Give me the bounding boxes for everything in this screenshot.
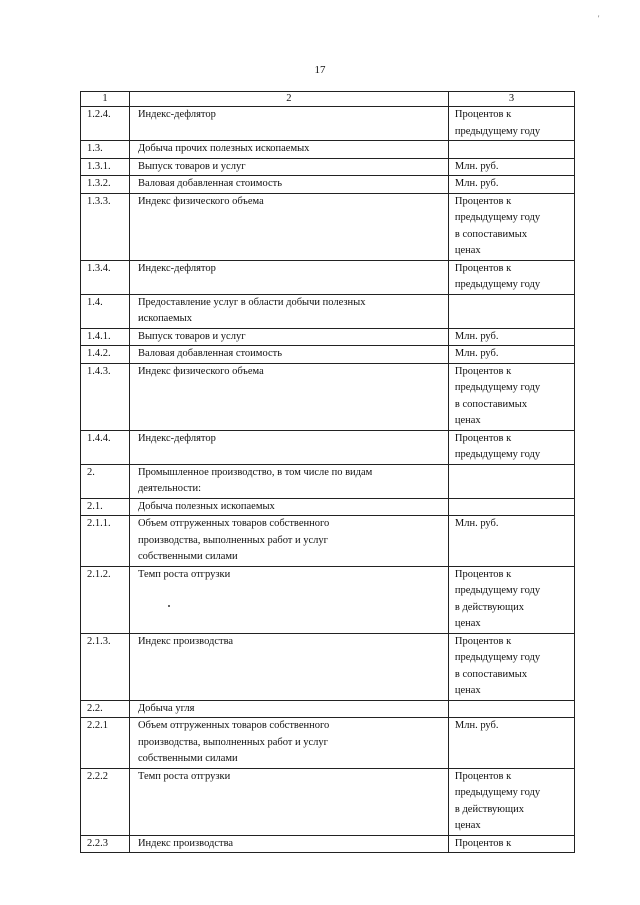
row-unit: Млн. руб.	[448, 328, 574, 346]
row-indicator-name: Добыча угля	[129, 700, 448, 718]
table-row	[81, 566, 575, 633]
row-indicator-name: Темп роста отгрузки	[129, 566, 448, 633]
row-number: 1.3.	[81, 141, 130, 159]
header-col-1: 1	[81, 92, 130, 107]
row-number: 2.	[81, 464, 130, 498]
row-unit	[448, 141, 574, 159]
row-number: 1.3.3.	[81, 193, 130, 260]
row-number: 2.1.3.	[81, 633, 130, 700]
table-row	[81, 430, 575, 464]
row-number: 1.3.4.	[81, 260, 130, 294]
row-number: 1.4.3.	[81, 363, 130, 430]
row-unit: Млн. руб.	[448, 158, 574, 176]
row-indicator-name: Индекс-дефлятор	[129, 430, 448, 464]
header-col-3: 3	[448, 92, 574, 107]
table-row	[81, 294, 575, 328]
row-unit: Процентов к предыдущему году в действующих ценах	[448, 768, 574, 835]
row-indicator-name: Выпуск товаров и услуг	[129, 328, 448, 346]
row-number: 2.1.2.	[81, 566, 130, 633]
table-row	[81, 107, 575, 141]
table-row	[81, 260, 575, 294]
row-number: 2.1.	[81, 498, 130, 516]
row-indicator-name: Индекс физического объема	[129, 363, 448, 430]
table-row	[81, 158, 575, 176]
table-row	[81, 141, 575, 159]
row-number: 2.1.1.	[81, 516, 130, 567]
row-number: 2.2.1	[81, 718, 130, 769]
row-number: 1.4.2.	[81, 346, 130, 364]
row-number: 1.3.2.	[81, 176, 130, 194]
row-indicator-name: Предоставление услуг в области добычи полезных ископаемых	[129, 294, 448, 328]
table-row	[81, 700, 575, 718]
table-row	[81, 176, 575, 194]
row-indicator-name: Индекс производства	[129, 633, 448, 700]
table-header-row	[81, 92, 575, 107]
table-row	[81, 768, 575, 835]
row-indicator-name: Выпуск товаров и услуг	[129, 158, 448, 176]
row-number: 1.4.4.	[81, 430, 130, 464]
table-row	[81, 328, 575, 346]
row-unit: Млн. руб.	[448, 346, 574, 364]
table-row	[81, 633, 575, 700]
page-number: 17	[314, 64, 326, 76]
row-unit	[448, 464, 574, 498]
row-unit	[448, 498, 574, 516]
scan-mark: '	[598, 14, 600, 23]
table-row	[81, 835, 575, 853]
row-indicator-name: Промышленное производство, в том числе по видам деятельности:	[129, 464, 448, 498]
row-indicator-name: Индекс физического объема	[129, 193, 448, 260]
row-unit: Процентов к предыдущему году в сопоставимых ценах	[448, 633, 574, 700]
row-indicator-name: Индекс-дефлятор	[129, 107, 448, 141]
row-indicator-name: Валовая добавленная стоимость	[129, 346, 448, 364]
row-unit: Процентов к предыдущему году в сопоставимых ценах	[448, 363, 574, 430]
row-number: 1.4.	[81, 294, 130, 328]
indicators-table	[80, 91, 575, 853]
row-unit: Процентов к предыдущему году в сопоставимых ценах	[448, 193, 574, 260]
row-number: 2.2.3	[81, 835, 130, 853]
row-unit: Процентов к предыдущему году	[448, 430, 574, 464]
table-row	[81, 193, 575, 260]
row-unit: Процентов к предыдущему году в действующих ценах	[448, 566, 574, 633]
table-row	[81, 718, 575, 769]
row-number: 1.4.1.	[81, 328, 130, 346]
row-unit: Процентов к предыдущему году	[448, 107, 574, 141]
row-indicator-name: Объем отгруженных товаров собственного производства, выполненных работ и услуг собственными силами	[129, 516, 448, 567]
table-row	[81, 363, 575, 430]
row-unit	[448, 700, 574, 718]
table-row	[81, 516, 575, 567]
row-indicator-name: Индекс-дефлятор	[129, 260, 448, 294]
row-unit: Процентов к	[448, 835, 574, 853]
row-number: 1.3.1.	[81, 158, 130, 176]
table-row	[81, 498, 575, 516]
row-indicator-name: Добыча полезных ископаемых	[129, 498, 448, 516]
row-unit: Млн. руб.	[448, 176, 574, 194]
row-number: 1.2.4.	[81, 107, 130, 141]
row-indicator-name: Объем отгруженных товаров собственного производства, выполненных работ и услуг собственными силами	[129, 718, 448, 769]
row-indicator-name: Индекс производства	[129, 835, 448, 853]
row-number: 2.2.2	[81, 768, 130, 835]
row-unit: Млн. руб.	[448, 516, 574, 567]
row-indicator-name: Валовая добавленная стоимость	[129, 176, 448, 194]
header-col-2: 2	[129, 92, 448, 107]
row-unit: Процентов к предыдущему году	[448, 260, 574, 294]
table-row	[81, 346, 575, 364]
row-unit	[448, 294, 574, 328]
table-row	[81, 464, 575, 498]
row-indicator-name: Темп роста отгрузки	[129, 768, 448, 835]
row-indicator-name: Добыча прочих полезных ископаемых	[129, 141, 448, 159]
row-unit: Млн. руб.	[448, 718, 574, 769]
row-number: 2.2.	[81, 700, 130, 718]
